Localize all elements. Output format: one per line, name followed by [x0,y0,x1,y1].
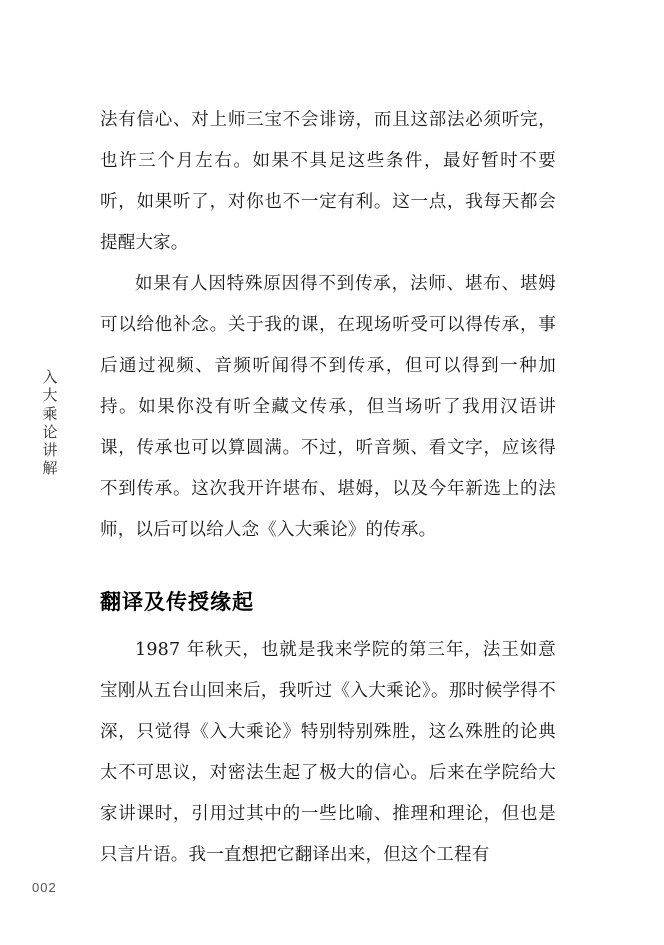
page-number: 002 [32,880,57,895]
running-head-char: 讲 [42,441,58,460]
paragraph: 如果有人因特殊原因得不到传承，法师、堪布、堪姆可以给他补念。关于我的课，在现场听受可以得传承，事后通过视频、音频听闻得不到传承，但可以得到一种加持。如果你没有听全藏文传承，但当场听了我用汉语讲课，传承也可以算圆满。不过，听音频、看文字，应该得不到传承。这次我开许堪布、堪姆，以及今年新选上的法师，以后可以给人念《入大乘论》的传承。 [100,274,556,540]
running-head-char: 解 [42,459,58,478]
paragraph: 法有信心、对上师三宝不会诽谤，而且这部法必须听完，也许三个月左右。如果不具足这些条件，最好暂时不要听，如果听了，对你也不一定有利。这一点，我每天都会提醒大家。 [100,110,556,253]
section-heading: 翻译及传授缘起 [100,589,254,614]
running-head [38,368,62,478]
paragraph: 1987 年秋天，也就是我来学院的第三年，法王如意宝刚从五台山回来后，我听过《入大乘论》。那时候学得不深，只觉得《入大乘论》特别特别殊胜，这么殊胜的论典太不可思议，对密法生起了极大的信心。后来在学院给大家讲课时，引用过其中的一些比喻、推理和理论，但也是只言片语。我一直想把它翻译出来，但这个工程有 [100,640,556,865]
running-head-char: 论 [42,422,58,441]
text-block [100,100,556,876]
running-head-char: 乘 [42,404,58,423]
running-head-char: 入 [42,368,58,386]
running-head-char: 大 [42,386,58,405]
